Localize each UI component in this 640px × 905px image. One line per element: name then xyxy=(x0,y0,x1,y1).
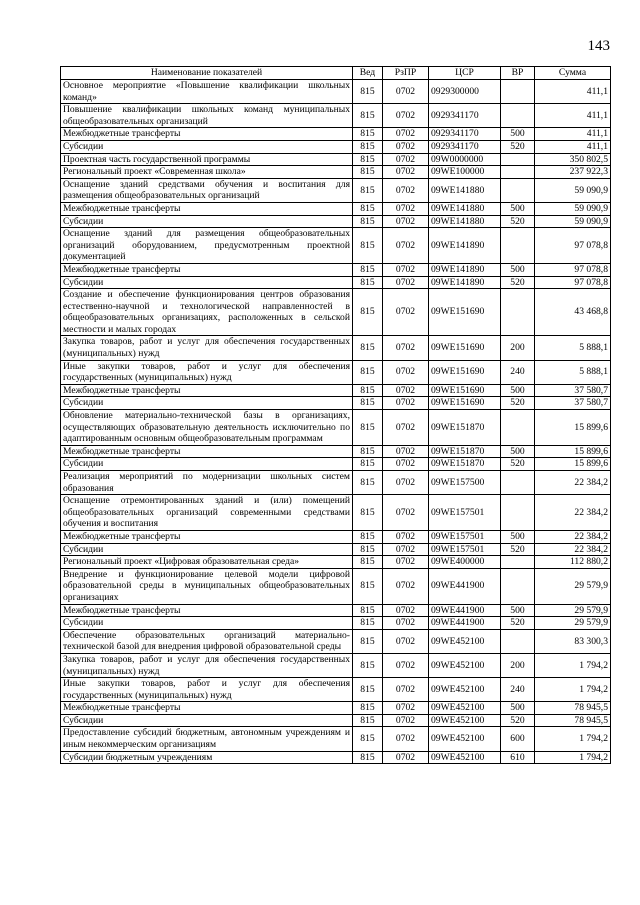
cell-csr: 09WE151690 xyxy=(429,289,501,336)
cell-ved: 815 xyxy=(353,543,383,556)
cell-csr: 0929341170 xyxy=(429,128,501,141)
table-row xyxy=(61,336,611,360)
cell-vr xyxy=(501,178,535,202)
cell-ved: 815 xyxy=(353,153,383,166)
cell-name: Субсидии xyxy=(61,397,353,410)
cell-sum: 59 090,9 xyxy=(535,178,611,202)
cell-sum: 22 384,2 xyxy=(535,530,611,543)
cell-rzpr: 0702 xyxy=(383,751,429,764)
cell-csr: 09WE157500 xyxy=(429,471,501,495)
cell-name: Закупка товаров, работ и услуг для обеспечения государственных (муниципальных) нужд xyxy=(61,653,353,677)
table-row xyxy=(61,397,611,410)
cell-sum: 97 078,8 xyxy=(535,276,611,289)
cell-csr: 09WE452100 xyxy=(429,678,501,702)
cell-ved: 815 xyxy=(353,80,383,104)
cell-rzpr: 0702 xyxy=(383,445,429,458)
cell-rzpr: 0702 xyxy=(383,653,429,677)
cell-rzpr: 0702 xyxy=(383,530,429,543)
cell-ved: 815 xyxy=(353,276,383,289)
cell-csr: 09WE100000 xyxy=(429,166,501,179)
cell-ved: 815 xyxy=(353,751,383,764)
cell-ved: 815 xyxy=(353,458,383,471)
cell-sum: 29 579,9 xyxy=(535,604,611,617)
table-row xyxy=(61,543,611,556)
table-row xyxy=(61,445,611,458)
table-row xyxy=(61,714,611,727)
cell-name: Создание и обеспечение функционирования центров образования естественно-научной и технологической направленностей в общеобразовательных организациях, расположенных в сельской местности и малых городах xyxy=(61,289,353,336)
cell-rzpr: 0702 xyxy=(383,629,429,653)
cell-name: Обновление материально-технической базы в организациях, осуществляющих образовательную деятельность исключительно по адаптированным основным общеобразовательным программам xyxy=(61,410,353,446)
table-row xyxy=(61,568,611,604)
cell-ved: 815 xyxy=(353,215,383,228)
cell-vr xyxy=(501,556,535,569)
cell-csr: 09WE151870 xyxy=(429,458,501,471)
cell-vr: 610 xyxy=(501,751,535,764)
cell-ved: 815 xyxy=(353,568,383,604)
cell-csr: 09WE452100 xyxy=(429,653,501,677)
cell-csr: 09WE452100 xyxy=(429,702,501,715)
cell-vr: 500 xyxy=(501,702,535,715)
cell-vr: 200 xyxy=(501,336,535,360)
cell-ved: 815 xyxy=(353,653,383,677)
cell-ved: 815 xyxy=(353,556,383,569)
table-row xyxy=(61,629,611,653)
cell-vr: 520 xyxy=(501,617,535,630)
cell-vr xyxy=(501,228,535,264)
cell-sum: 15 899,6 xyxy=(535,445,611,458)
table-row xyxy=(61,617,611,630)
cell-ved: 815 xyxy=(353,445,383,458)
cell-vr xyxy=(501,104,535,128)
cell-vr: 500 xyxy=(501,202,535,215)
table-row xyxy=(61,153,611,166)
cell-name: Региональный проект «Цифровая образовательная среда» xyxy=(61,556,353,569)
cell-name: Межбюджетные трансферты xyxy=(61,384,353,397)
cell-vr xyxy=(501,629,535,653)
header-csr: ЦСР xyxy=(429,67,501,80)
cell-name: Субсидии xyxy=(61,458,353,471)
table-row xyxy=(61,140,611,153)
cell-rzpr: 0702 xyxy=(383,410,429,446)
cell-csr: 09WE400000 xyxy=(429,556,501,569)
cell-ved: 815 xyxy=(353,289,383,336)
cell-sum: 15 899,6 xyxy=(535,410,611,446)
cell-vr: 520 xyxy=(501,397,535,410)
cell-rzpr: 0702 xyxy=(383,678,429,702)
cell-vr: 520 xyxy=(501,543,535,556)
cell-name: Межбюджетные трансферты xyxy=(61,604,353,617)
table-row xyxy=(61,678,611,702)
table-row xyxy=(61,530,611,543)
table-row xyxy=(61,702,611,715)
cell-csr: 09WE141880 xyxy=(429,178,501,202)
cell-rzpr: 0702 xyxy=(383,289,429,336)
cell-name: Проектная часть государственной программы xyxy=(61,153,353,166)
cell-rzpr: 0702 xyxy=(383,702,429,715)
cell-name: Межбюджетные трансферты xyxy=(61,128,353,141)
cell-rzpr: 0702 xyxy=(383,153,429,166)
cell-name: Закупка товаров, работ и услуг для обеспечения государственных (муниципальных) нужд xyxy=(61,336,353,360)
cell-sum: 1 794,2 xyxy=(535,653,611,677)
table-row xyxy=(61,104,611,128)
cell-name: Субсидии xyxy=(61,543,353,556)
header-sum: Сумма xyxy=(535,67,611,80)
cell-csr: 09WE452100 xyxy=(429,751,501,764)
cell-ved: 815 xyxy=(353,263,383,276)
cell-csr: 09WE151690 xyxy=(429,360,501,384)
cell-name: Субсидии xyxy=(61,215,353,228)
cell-sum: 59 090,9 xyxy=(535,202,611,215)
cell-sum: 15 899,6 xyxy=(535,458,611,471)
cell-sum: 5 888,1 xyxy=(535,336,611,360)
table-row xyxy=(61,166,611,179)
table-row xyxy=(61,360,611,384)
cell-rzpr: 0702 xyxy=(383,276,429,289)
table-row xyxy=(61,471,611,495)
table-row xyxy=(61,410,611,446)
cell-csr: 09WE441900 xyxy=(429,568,501,604)
cell-rzpr: 0702 xyxy=(383,360,429,384)
cell-csr: 09WE157501 xyxy=(429,530,501,543)
cell-rzpr: 0702 xyxy=(383,568,429,604)
cell-sum: 97 078,8 xyxy=(535,263,611,276)
cell-sum: 1 794,2 xyxy=(535,751,611,764)
header-rzpr: РзПР xyxy=(383,67,429,80)
table-row xyxy=(61,556,611,569)
table-row xyxy=(61,751,611,764)
table-row xyxy=(61,128,611,141)
table-row xyxy=(61,653,611,677)
cell-sum: 411,1 xyxy=(535,80,611,104)
cell-name: Субсидии xyxy=(61,617,353,630)
table-row xyxy=(61,458,611,471)
cell-rzpr: 0702 xyxy=(383,228,429,264)
table-row xyxy=(61,263,611,276)
cell-csr: 0929300000 xyxy=(429,80,501,104)
cell-csr: 09WE157501 xyxy=(429,543,501,556)
cell-sum: 22 384,2 xyxy=(535,495,611,531)
cell-vr xyxy=(501,495,535,531)
cell-vr: 600 xyxy=(501,727,535,751)
cell-name: Предоставление субсидий бюджетным, автономным учреждениям и иным некоммерческим организациям xyxy=(61,727,353,751)
cell-name: Межбюджетные трансферты xyxy=(61,263,353,276)
cell-csr: 09WE151690 xyxy=(429,384,501,397)
cell-sum: 411,1 xyxy=(535,140,611,153)
cell-sum: 97 078,8 xyxy=(535,228,611,264)
table-row xyxy=(61,178,611,202)
cell-ved: 815 xyxy=(353,202,383,215)
table-row xyxy=(61,202,611,215)
cell-ved: 815 xyxy=(353,397,383,410)
table-row xyxy=(61,80,611,104)
cell-rzpr: 0702 xyxy=(383,397,429,410)
cell-sum: 78 945,5 xyxy=(535,714,611,727)
cell-rzpr: 0702 xyxy=(383,178,429,202)
cell-rzpr: 0702 xyxy=(383,495,429,531)
cell-vr: 520 xyxy=(501,458,535,471)
table-row xyxy=(61,276,611,289)
cell-name: Межбюджетные трансферты xyxy=(61,702,353,715)
cell-name: Субсидии бюджетным учреждениям xyxy=(61,751,353,764)
cell-name: Региональный проект «Современная школа» xyxy=(61,166,353,179)
cell-csr: 09WE441900 xyxy=(429,617,501,630)
cell-csr: 09WE141880 xyxy=(429,215,501,228)
cell-sum: 1 794,2 xyxy=(535,678,611,702)
cell-sum: 37 580,7 xyxy=(535,397,611,410)
cell-rzpr: 0702 xyxy=(383,556,429,569)
cell-vr: 500 xyxy=(501,128,535,141)
cell-name: Внедрение и функционирование целевой модели цифровой образовательной среды в муниципальных общеобразовательных организациях xyxy=(61,568,353,604)
cell-sum: 411,1 xyxy=(535,128,611,141)
cell-vr: 520 xyxy=(501,714,535,727)
cell-ved: 815 xyxy=(353,178,383,202)
cell-csr: 09WE141890 xyxy=(429,228,501,264)
cell-rzpr: 0702 xyxy=(383,202,429,215)
cell-rzpr: 0702 xyxy=(383,263,429,276)
cell-ved: 815 xyxy=(353,140,383,153)
cell-name: Иные закупки товаров, работ и услуг для обеспечения государственных (муниципальных) нужд xyxy=(61,360,353,384)
cell-sum: 1 794,2 xyxy=(535,727,611,751)
cell-ved: 815 xyxy=(353,360,383,384)
cell-ved: 815 xyxy=(353,727,383,751)
cell-ved: 815 xyxy=(353,617,383,630)
cell-ved: 815 xyxy=(353,629,383,653)
table-row xyxy=(61,384,611,397)
cell-name: Субсидии xyxy=(61,276,353,289)
cell-rzpr: 0702 xyxy=(383,714,429,727)
cell-csr: 09WE141890 xyxy=(429,263,501,276)
cell-vr: 520 xyxy=(501,276,535,289)
cell-rzpr: 0702 xyxy=(383,604,429,617)
cell-rzpr: 0702 xyxy=(383,617,429,630)
cell-ved: 815 xyxy=(353,471,383,495)
table-row xyxy=(61,289,611,336)
cell-name: Основное мероприятие «Повышение квалификации школьных команд» xyxy=(61,80,353,104)
cell-sum: 22 384,2 xyxy=(535,543,611,556)
cell-ved: 815 xyxy=(353,384,383,397)
cell-vr: 500 xyxy=(501,384,535,397)
cell-name: Межбюджетные трансферты xyxy=(61,445,353,458)
table-row xyxy=(61,495,611,531)
cell-sum: 59 090,9 xyxy=(535,215,611,228)
cell-rzpr: 0702 xyxy=(383,80,429,104)
cell-sum: 112 880,2 xyxy=(535,556,611,569)
cell-rzpr: 0702 xyxy=(383,384,429,397)
cell-rzpr: 0702 xyxy=(383,140,429,153)
cell-sum: 5 888,1 xyxy=(535,360,611,384)
cell-ved: 815 xyxy=(353,604,383,617)
cell-ved: 815 xyxy=(353,228,383,264)
cell-sum: 22 384,2 xyxy=(535,471,611,495)
cell-ved: 815 xyxy=(353,678,383,702)
cell-csr: 0929341170 xyxy=(429,140,501,153)
cell-sum: 78 945,5 xyxy=(535,702,611,715)
cell-rzpr: 0702 xyxy=(383,727,429,751)
cell-csr: 09WE151690 xyxy=(429,336,501,360)
cell-rzpr: 0702 xyxy=(383,336,429,360)
cell-ved: 815 xyxy=(353,104,383,128)
page-number: 143 xyxy=(587,38,610,54)
cell-csr: 0929341170 xyxy=(429,104,501,128)
cell-vr: 520 xyxy=(501,215,535,228)
cell-ved: 815 xyxy=(353,336,383,360)
cell-csr: 09W0000000 xyxy=(429,153,501,166)
cell-csr: 09WE151870 xyxy=(429,410,501,446)
cell-sum: 411,1 xyxy=(535,104,611,128)
cell-sum: 43 468,8 xyxy=(535,289,611,336)
cell-rzpr: 0702 xyxy=(383,543,429,556)
table-row xyxy=(61,215,611,228)
cell-csr: 09WE157501 xyxy=(429,495,501,531)
cell-ved: 815 xyxy=(353,410,383,446)
cell-name: Субсидии xyxy=(61,714,353,727)
cell-vr: 500 xyxy=(501,263,535,276)
cell-vr: 520 xyxy=(501,140,535,153)
cell-csr: 09WE141880 xyxy=(429,202,501,215)
cell-vr xyxy=(501,410,535,446)
cell-vr xyxy=(501,153,535,166)
cell-vr xyxy=(501,289,535,336)
cell-name: Оснащение зданий средствами обучения и воспитания для размещения общеобразовательных организаций xyxy=(61,178,353,202)
cell-csr: 09WE452100 xyxy=(429,727,501,751)
cell-vr: 200 xyxy=(501,653,535,677)
cell-vr xyxy=(501,80,535,104)
cell-rzpr: 0702 xyxy=(383,215,429,228)
cell-sum: 350 802,5 xyxy=(535,153,611,166)
cell-ved: 815 xyxy=(353,166,383,179)
cell-sum: 37 580,7 xyxy=(535,384,611,397)
cell-rzpr: 0702 xyxy=(383,166,429,179)
cell-vr xyxy=(501,166,535,179)
cell-rzpr: 0702 xyxy=(383,471,429,495)
table-row xyxy=(61,228,611,264)
cell-name: Иные закупки товаров, работ и услуг для обеспечения государственных (муниципальных) нужд xyxy=(61,678,353,702)
table-row xyxy=(61,604,611,617)
cell-ved: 815 xyxy=(353,128,383,141)
cell-name: Межбюджетные трансферты xyxy=(61,202,353,215)
cell-name: Оснащение зданий для размещения общеобразовательных организаций оборудованием, предусмотренным проектной документацией xyxy=(61,228,353,264)
table-row xyxy=(61,727,611,751)
cell-vr: 240 xyxy=(501,678,535,702)
cell-ved: 815 xyxy=(353,530,383,543)
cell-name: Реализация мероприятий по модернизации школьных систем образования xyxy=(61,471,353,495)
cell-name: Оснащение отремонтированных зданий и (или) помещений общеобразовательных организаций современными средствами обучения и воспитания xyxy=(61,495,353,531)
cell-ved: 815 xyxy=(353,495,383,531)
cell-vr xyxy=(501,568,535,604)
cell-sum: 29 579,9 xyxy=(535,568,611,604)
cell-csr: 09WE452100 xyxy=(429,714,501,727)
cell-ved: 815 xyxy=(353,702,383,715)
cell-csr: 09WE141890 xyxy=(429,276,501,289)
cell-vr: 500 xyxy=(501,530,535,543)
budget-table xyxy=(60,66,611,764)
cell-rzpr: 0702 xyxy=(383,458,429,471)
cell-sum: 29 579,9 xyxy=(535,617,611,630)
cell-vr: 500 xyxy=(501,445,535,458)
header-ved: Вед xyxy=(353,67,383,80)
cell-vr: 500 xyxy=(501,604,535,617)
cell-rzpr: 0702 xyxy=(383,128,429,141)
cell-name: Повышение квалификации школьных команд муниципальных общеобразовательных организаций xyxy=(61,104,353,128)
header-name: Наименование показателей xyxy=(61,67,353,80)
cell-sum: 83 300,3 xyxy=(535,629,611,653)
cell-csr: 09WE441900 xyxy=(429,604,501,617)
cell-vr xyxy=(501,471,535,495)
cell-name: Обеспечение образовательных организаций материально-технической базой для внедрения цифровой образовательной среды xyxy=(61,629,353,653)
cell-name: Межбюджетные трансферты xyxy=(61,530,353,543)
header-vr: ВР xyxy=(501,67,535,80)
cell-csr: 09WE151690 xyxy=(429,397,501,410)
cell-name: Субсидии xyxy=(61,140,353,153)
cell-sum: 237 922,3 xyxy=(535,166,611,179)
cell-csr: 09WE452100 xyxy=(429,629,501,653)
cell-rzpr: 0702 xyxy=(383,104,429,128)
table-header-row xyxy=(61,67,611,80)
cell-vr: 240 xyxy=(501,360,535,384)
cell-csr: 09WE151870 xyxy=(429,445,501,458)
cell-ved: 815 xyxy=(353,714,383,727)
